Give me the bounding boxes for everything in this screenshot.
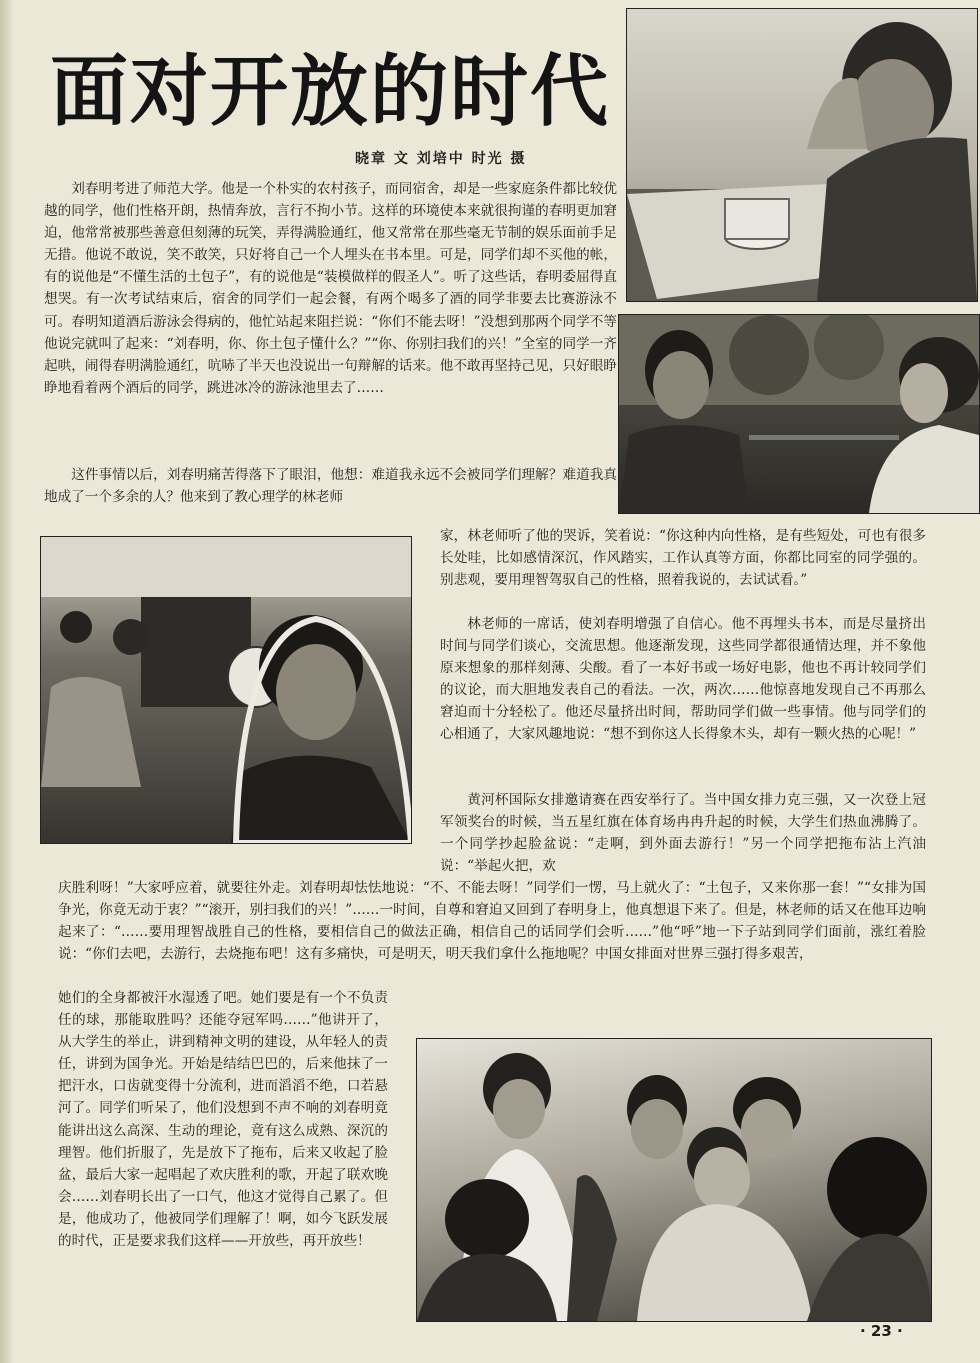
article-paragraph-4-middle: 庆胜利呀！”大家呼应着，就要往外走。刘春明却怯怯地说：“不、不能去呀！”同学们一愣，马上就火了：“土包子，又来你那一套！”“女排为国争光，你竟无动于衷？”“滚开，别扫我们的兴！”……一时间，自尊和窘迫又回到了春明身上，他真想退下来了。但是，林老师的话又在他耳边响起来了：“……要用理智战胜自己的性格，要相信自己的做法正确，相信自己的话同学们会听……”他“呼”地一下子站到同学们面前，涨红着脸说：“你们去吧，去游行，去烧拖布吧！这有多痛快，可是明天，明天我们拿什么拖地呢？中国女排面对世界三强打得多艰苦， (58, 880, 926, 963)
page-binding-edge (0, 0, 14, 1363)
page-number: · 23 · (860, 1322, 903, 1340)
photo-student-at-desk (626, 8, 978, 302)
article-paragraph-3: 林老师的一席话，使刘春明增强了自信心。他不再埋头书本，而是尽量挤出时间与同学们谈心，交流思想。他逐渐发现，这些同学都很通情达理，并不象他原来想象的那样刻薄、尖酸。看了一本好书或一场好电影，他也不再计较同学们的议论，而大胆地发表自己的看法。一次，两次……他惊喜地发现自己不再那么窘迫而十分轻松了。他还尽量挤出时间，帮助同学们做一些事情。他与同学们的心相通了，大家风趣地说：“想不到你这人长得象木头，却有一颗火热的心呢！” (440, 616, 926, 743)
article-paragraph-1: 刘春明考进了师范大学。他是一个朴实的农村孩子，而同宿舍，却是一些家庭条件都比较优越的同学，他们性格开朗，热情奔放，言行不拘小节。这样的环境使本来就很拘谨的春明更加窘迫，他常常被那些善意但刻薄的玩笑，弄得满脸通红，他又常常在那些毫无节制的娱乐面前手足无措。他说不敢说，笑不敢笑，只好将自己一个人埋头在书本里。可是，同学们却不买他的帐，有的说他是“不懂生活的土包子”，有的说他是“装模做样的假圣人”。听了这些话，春明委屈得直想哭。有一次考试结束后，宿舍的同学们一起会餐，有两个喝多了酒的同学非要去比赛游泳不可。春明知道酒后游泳会得病的，他忙站起来阻拦说：“你们不能去呀！”没想到那两个同学不等他说完就叫了起来：“刘春明，你、你土包子懂什么？”“你、你别扫我们的兴！”全室的同学一齐起哄，闹得春明满脸通红，吭哧了半天也没说出一句辩解的话来。他不敢再坚持己见，只好眼睁睁地看着两个酒后的同学，跳进冰冷的游泳池里去了…… (44, 181, 617, 396)
article-paragraph-4-start: 黄河杯国际女排邀请赛在西安举行了。当中国女排力克三强，又一次登上冠军领奖台的时候，当五星红旗在体育场冉冉升起的时候，大学生们热血沸腾了。一个同学抄起脸盆说：“走啊，到外面去游行！”另一个同学把拖布沾上汽油说：“举起火把，欢 (440, 792, 926, 875)
photo-student-with-teacher (618, 314, 980, 514)
article-paragraph-2-start: 这件事情以后，刘春明痛苦得落下了眼泪，他想：难道我永远不会被同学们理解？难道我真地成了一个多余的人？他来到了教心理学的林老师 (44, 467, 617, 506)
photo-laughing-students (416, 1038, 932, 1322)
byline: 晓章 文 刘培中 时光 摄 (355, 151, 527, 167)
article-paragraph-4-end: 她们的全身都被汗水湿透了吧。她们要是有一个不负责任的球，那能取胜吗？还能夺冠军吗……”他讲开了，从大学生的举止，讲到精神文明的建设，从年轻人的责任，讲到为国争光。开始是结结巴巴的，后来他抹了一把汗水，口齿就变得十分流利，进而滔滔不绝，口若悬河了。同学们听呆了，他们没想到不声不响的刘春明竟能讲出这么高深、生动的理论，竟有这么成熟、深沉的理智。他们折服了，先是放下了拖布，后来又收起了脸盆，最后大家一起唱起了欢庆胜利的歌，开起了联欢晚会……刘春明长出了一口气，他这才觉得自己累了。但是，他成功了，他被同学们理解了！啊，如今飞跃发展的时代，正是要求我们这样——开放些，再开放些！ (58, 990, 388, 1250)
article-title: 面对开放的时代 (50, 47, 611, 137)
photo-dorm-celebration (40, 536, 412, 844)
article-paragraph-2-continued: 家，林老师听了他的哭诉，笑着说：“你这种内向性格，是有些短处，可也有很多长处哇，比如感情深沉，作风踏实，工作认真等方面，你都比同室的同学强的。别悲观，要用理智驾驭自己的性格，照着我说的，去试试看。” (440, 528, 926, 589)
